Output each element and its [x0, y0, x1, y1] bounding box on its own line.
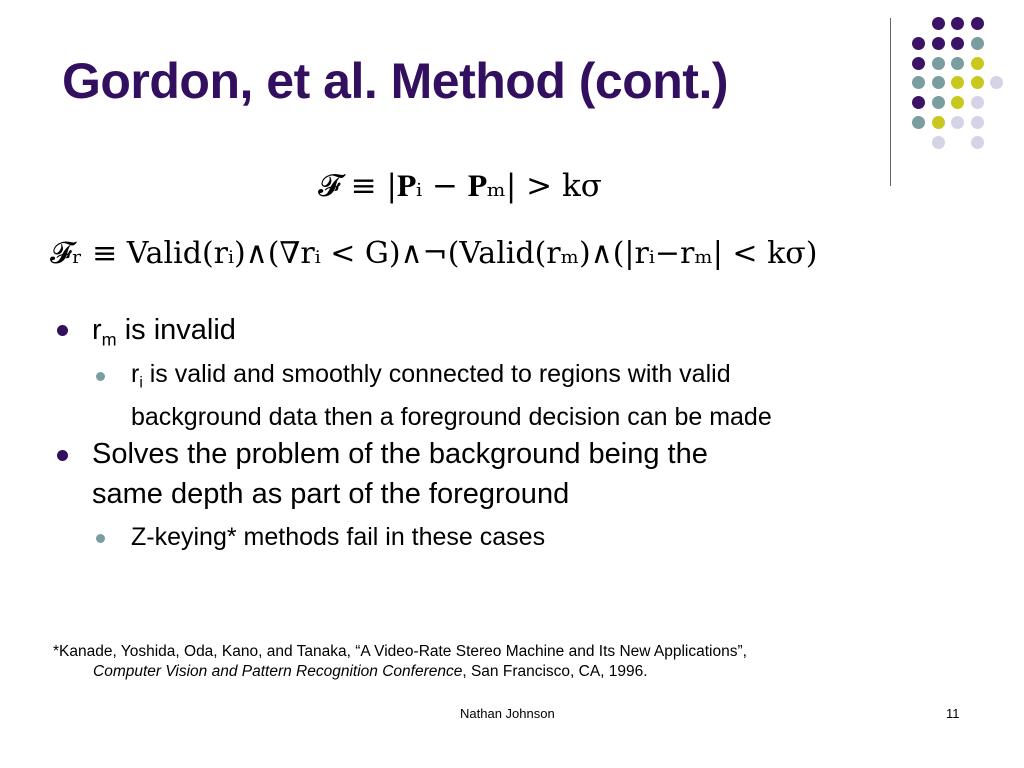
decorative-dot — [971, 116, 984, 129]
decorative-dot — [932, 136, 945, 149]
slide-title: Gordon, et al. Method (cont.) — [62, 53, 728, 109]
decorative-dot — [932, 57, 945, 70]
decorative-dot — [971, 96, 984, 109]
decorative-dot — [932, 37, 945, 50]
bullet-solves-problem: Solves the problem of the background being the same depth as part of the foreground — [92, 438, 708, 510]
decorative-dot — [932, 96, 945, 109]
decorative-dot — [912, 76, 925, 89]
decorative-dot — [971, 57, 984, 70]
decorative-dot — [951, 57, 964, 70]
decorative-dot — [951, 37, 964, 50]
decorative-dot — [912, 116, 925, 129]
decorative-dot — [951, 96, 964, 109]
slide-number: 11 — [946, 706, 960, 721]
decorative-dot — [932, 17, 945, 30]
bullet-marker — [57, 450, 68, 461]
decorative-dot — [951, 116, 964, 129]
sub-bullet-z-keying: Z-keying* methods fail in these cases — [131, 523, 546, 551]
decorative-dot — [912, 57, 925, 70]
bullet-rm-invalid: $r_m$ is invalid — [92, 314, 236, 350]
decorative-dot — [971, 136, 984, 149]
footer-author: Nathan Johnson — [460, 706, 555, 721]
subscript: m — [101, 329, 117, 350]
reference-footnote: *Kanade, Yoshida, Oda, Kano, and Tanaka, “A Video-Rate Stereo Machine and Its New Applications”, Computer Vision and Pattern Recognition Conference, San Francisco, CA, 1996. — [53, 643, 747, 680]
decorative-dot — [990, 76, 1003, 89]
decorative-dot — [951, 17, 964, 30]
decorative-dot — [912, 96, 925, 109]
decorative-dot — [932, 76, 945, 89]
equation-foreground-refined: 𝓕ᵣ ≡ Valid(rᵢ)∧(∇rᵢ < G)∧¬(Valid(rₘ)∧(|rᵢ−rₘ| < kσ) — [50, 236, 818, 271]
sub-bullet-marker — [96, 534, 105, 543]
decorative-dot — [971, 37, 984, 50]
decorative-dot — [971, 76, 984, 89]
subscript: i — [139, 374, 143, 392]
bullet-marker — [57, 325, 68, 336]
decorative-dot — [951, 76, 964, 89]
sub-bullet-marker — [96, 372, 105, 381]
decorative-dot — [932, 116, 945, 129]
decorative-dot — [912, 37, 925, 50]
decorative-dot — [971, 17, 984, 30]
equation-foreground-test: 𝓕 ≡ |𝐏ᵢ − 𝐏ₘ| > kσ — [318, 168, 602, 204]
divider-line — [890, 18, 891, 186]
sub-bullet-ri-valid: $r_i$ is valid and smoothly connected to regions with valid background data then a foreground decision can be made — [131, 360, 772, 432]
reference-venue: Computer Vision and Pattern Recognition Conference — [93, 663, 463, 680]
